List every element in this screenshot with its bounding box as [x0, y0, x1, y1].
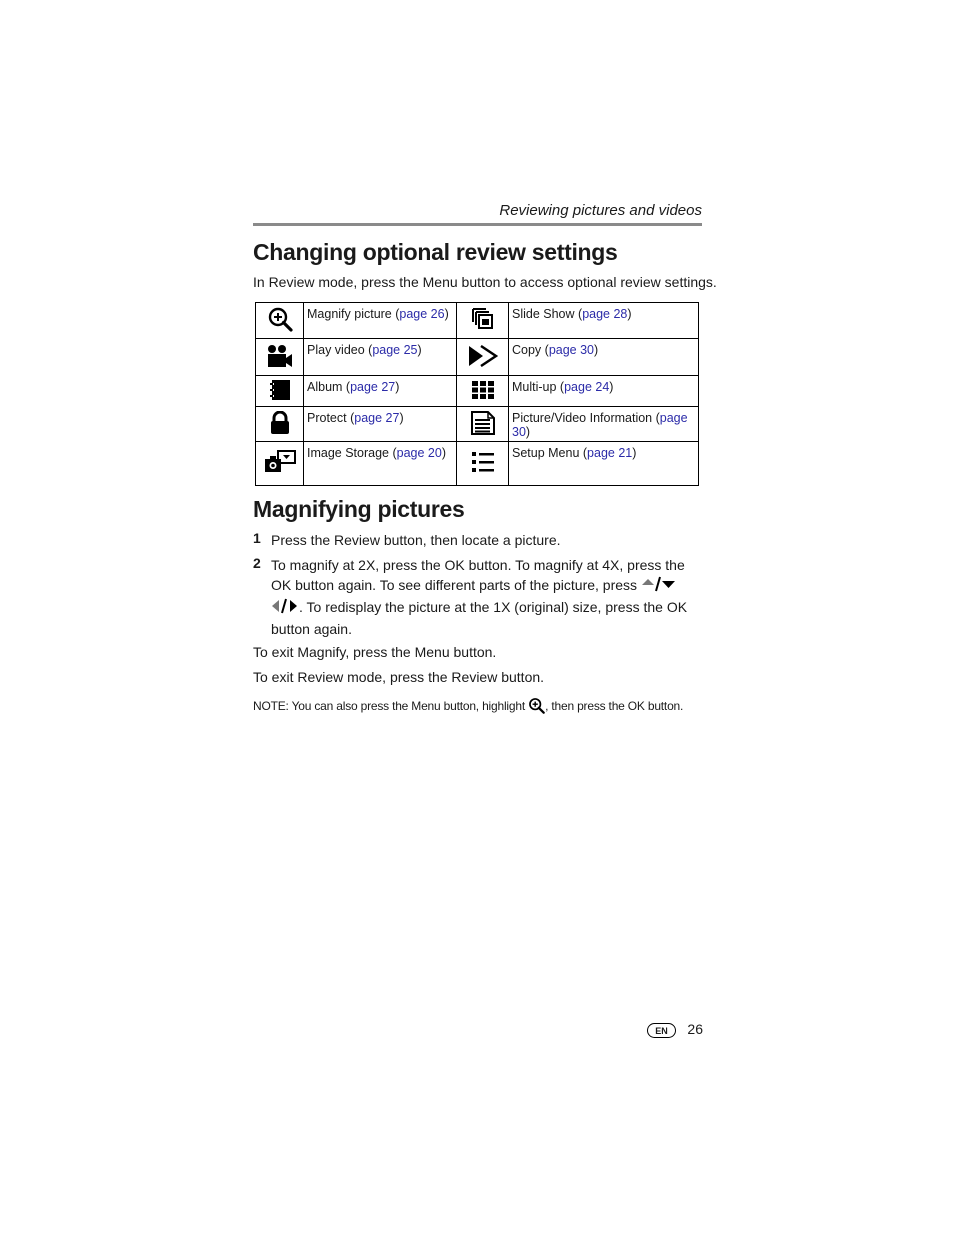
section-heading-review-settings: Changing optional review settings: [253, 239, 618, 265]
intro-text: In Review mode, press the Menu button to access optional review settings.: [253, 274, 717, 290]
option-slideshow: Slide Show (page 28): [509, 303, 699, 339]
table-row: [256, 407, 699, 442]
running-header: Reviewing pictures and videos: [499, 202, 702, 219]
image-storage-icon: [256, 442, 304, 486]
step-text: To magnify at 2X, press the OK button. To magnify at 4X, press the OK button again. To see different parts of the picture, press . To redisplay the picture at the 1X (original) size, press the OK button again.: [271, 557, 688, 637]
album-icon: [256, 376, 304, 407]
option-album: Album (page 27): [304, 376, 457, 407]
page-link[interactable]: page 20: [396, 446, 442, 460]
option-protect: Protect (page 27): [304, 407, 457, 442]
slideshow-icon: [457, 303, 509, 339]
option-magnify: Magnify picture (page 26): [304, 303, 457, 339]
magnify-icon: [256, 303, 304, 339]
page-footer: [647, 1021, 703, 1041]
option-setup-menu: Setup Menu (page 21): [509, 442, 699, 486]
table-row: [256, 376, 699, 407]
copy-arrow-icon: [457, 339, 509, 376]
table-row: [256, 303, 699, 339]
multi-up-grid-icon: [457, 376, 509, 407]
option-multi-up: Multi-up (page 24): [509, 376, 699, 407]
page-link[interactable]: page 21: [587, 446, 633, 460]
page-link[interactable]: page 26: [399, 307, 445, 321]
exit-magnify-text: To exit Magnify, press the Menu button.: [253, 644, 497, 660]
note-text: NOTE: You can also press the Menu button, highlight , then press the OK button.: [253, 697, 683, 717]
up-down-arrows-icon: [641, 576, 677, 597]
video-camera-icon: [256, 339, 304, 376]
left-right-arrows-icon: [271, 598, 299, 619]
option-play-video: Play video (page 25): [304, 339, 457, 376]
page-link[interactable]: page 25: [372, 343, 418, 357]
page-link[interactable]: page 24: [564, 380, 610, 394]
info-list-icon: [457, 407, 509, 442]
option-copy: Copy (page 30): [509, 339, 699, 376]
step-number: 2: [253, 555, 261, 571]
setup-menu-icon: [457, 442, 509, 486]
table-row: [256, 339, 699, 376]
magnify-icon: [528, 697, 545, 717]
lock-icon: [256, 407, 304, 442]
page-link[interactable]: page 30: [548, 343, 595, 357]
option-image-storage: Image Storage (page 20): [304, 442, 457, 486]
header-rule: [253, 223, 702, 226]
step-text: Press the Review button, then locate a picture.: [271, 532, 561, 548]
language-badge: EN: [647, 1023, 676, 1038]
table-row: [256, 442, 699, 486]
page-link[interactable]: page 30: [512, 411, 688, 439]
review-options-table: [255, 302, 699, 486]
page-number: 26: [687, 1021, 703, 1037]
option-picture-video-info: Picture/Video Information (page 30): [509, 407, 699, 442]
page-link[interactable]: page 27: [354, 411, 400, 425]
section-heading-magnifying: Magnifying pictures: [253, 496, 465, 522]
step-number: 1: [253, 530, 261, 546]
exit-review-text: To exit Review mode, press the Review button.: [253, 669, 545, 685]
page-link[interactable]: page 27: [350, 380, 396, 394]
page-link[interactable]: page 28: [582, 307, 628, 321]
